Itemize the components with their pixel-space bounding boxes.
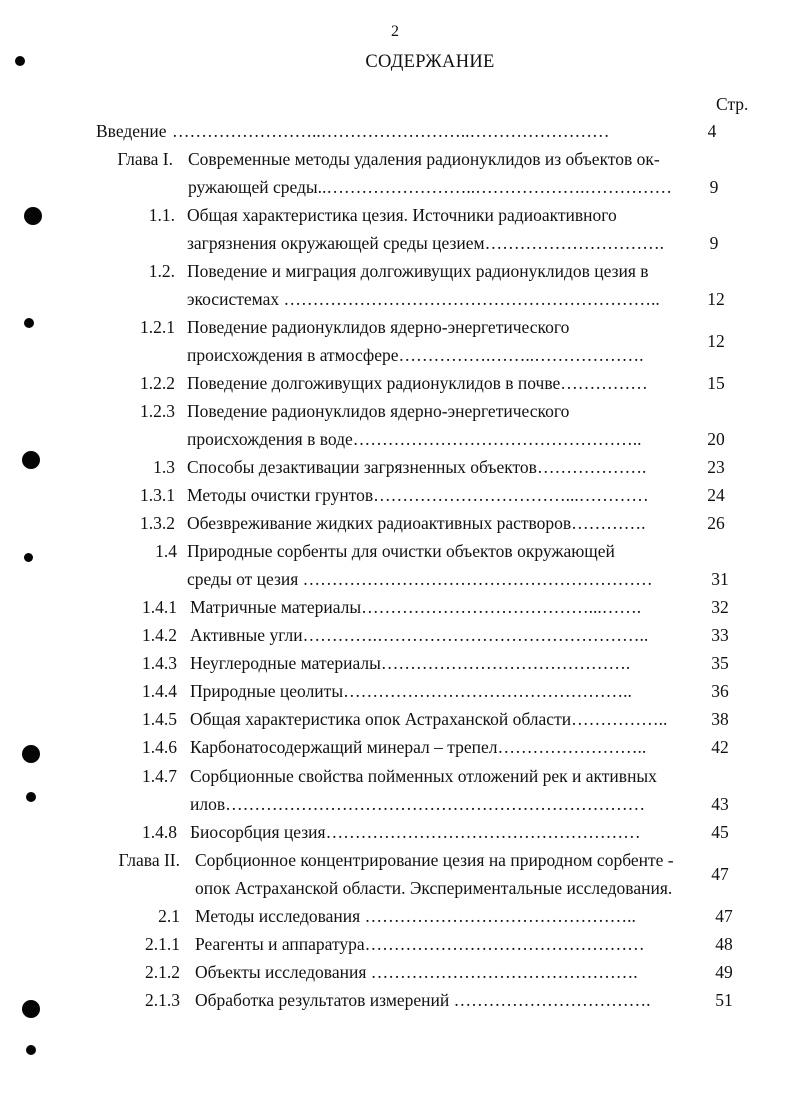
page-title: СОДЕРЖАНИЕ bbox=[365, 52, 495, 72]
toc-entry-number: 1.4.3 bbox=[142, 653, 177, 673]
binder-hole-icon bbox=[24, 207, 42, 225]
toc-entry-title: Поведение радионуклидов ядерно-энергетического bbox=[187, 317, 570, 337]
toc-entry-title: Матричные материалы…………………………………...……. bbox=[190, 597, 642, 617]
toc-entry-number: 1.4.5 bbox=[142, 709, 177, 729]
toc-entry-page: 42 bbox=[711, 737, 729, 757]
toc-entry-title: Природные цеолиты………………………………………….. bbox=[190, 681, 632, 701]
toc-entry-title: происхождения в атмосфере…………….……..………………. bbox=[187, 345, 644, 365]
toc-entry-title: Обработка результатов измерений ……………………………. bbox=[195, 990, 651, 1010]
toc-entry-page: 43 bbox=[711, 794, 729, 814]
toc-entry-title: Методы исследования ……………………………………….. bbox=[195, 906, 636, 926]
binder-hole-icon bbox=[24, 318, 34, 328]
toc-entry-title: Поведение и миграция долгоживущих радионуклидов цезия в bbox=[187, 261, 649, 281]
toc-entry-title: происхождения в воде………………………………………….. bbox=[187, 429, 642, 449]
toc-entry-page: 35 bbox=[711, 653, 729, 673]
toc-entry-title: Поведение долгоживущих радионуклидов в почве…………… bbox=[187, 373, 648, 393]
toc-entry-title: Неуглеродные материалы……………………………………. bbox=[190, 653, 631, 673]
toc-entry-page: 45 bbox=[711, 822, 729, 842]
toc-entry-title: Активные угли………….……………………………………….. bbox=[190, 625, 649, 645]
toc-entry-number: 1.1. bbox=[148, 205, 175, 225]
binder-hole-icon bbox=[26, 792, 36, 802]
toc-entry-page: 23 bbox=[707, 457, 725, 477]
toc-entry-number: 1.4.6 bbox=[142, 737, 177, 757]
toc-entry-number: 1.4.4 bbox=[142, 681, 177, 701]
toc-entry-title: Способы дезактивации загрязненных объектов………………. bbox=[187, 457, 647, 477]
toc-entry-page: 31 bbox=[711, 569, 729, 589]
binder-hole-icon bbox=[15, 56, 25, 66]
binder-hole-icon bbox=[24, 553, 33, 562]
toc-entry-page: 32 bbox=[711, 597, 729, 617]
toc-entry-number: 2.1.1 bbox=[145, 934, 180, 954]
toc-entry-title: ……………………..……………………..…………………… bbox=[172, 121, 610, 141]
toc-entry-title: среды от цезия …………………………………………………… bbox=[187, 569, 653, 589]
toc-entry-title: Сорбционное концентрирование цезия на природном сорбенте - bbox=[195, 850, 674, 870]
toc-entry-number: Глава I. bbox=[117, 149, 173, 169]
toc-entry-number: 1.3.2 bbox=[140, 513, 175, 533]
toc-entry-number: 1.4.2 bbox=[142, 625, 177, 645]
toc-entry-page: 33 bbox=[711, 625, 729, 645]
page-column-label: Стр. bbox=[716, 94, 749, 114]
toc-entry-number: 1.2.2 bbox=[140, 373, 175, 393]
toc-entry-page: 15 bbox=[707, 373, 725, 393]
toc-entry-page: 47 bbox=[715, 906, 733, 926]
toc-entry-title: Биосорбция цезия……………………………………………… bbox=[190, 822, 641, 842]
toc-entry-title: Реагенты и аппаратура………………………………………… bbox=[195, 934, 645, 954]
toc-entry-number: 1.3 bbox=[153, 457, 175, 477]
toc-entry-title: Объекты исследования ………………………………………. bbox=[195, 962, 638, 982]
toc-entry-number: 1.3.1 bbox=[140, 485, 175, 505]
toc-entry-page: 36 bbox=[711, 681, 729, 701]
toc-entry-title: загрязнения окружающей среды цезием…………………………. bbox=[187, 233, 664, 253]
toc-entry-title: илов……………………………………………………………… bbox=[190, 794, 646, 814]
toc-entry-number: 2.1.3 bbox=[145, 990, 180, 1010]
toc-entry-page: 48 bbox=[715, 934, 733, 954]
toc-entry-title: Общая характеристика опок Астраханской области…………….. bbox=[190, 709, 668, 729]
toc-entry-number: Глава II. bbox=[118, 850, 180, 870]
toc-entry-number: 2.1 bbox=[158, 906, 180, 926]
toc-entry-page: 51 bbox=[715, 990, 733, 1010]
toc-entry-title: Сорбционные свойства пойменных отложений рек и активных bbox=[190, 766, 657, 786]
toc-entry-page: 26 bbox=[707, 513, 725, 533]
binder-hole-icon bbox=[26, 1045, 36, 1055]
toc-entry-page: 24 bbox=[707, 485, 725, 505]
toc-entry-title: Природные сорбенты для очистки объектов окружающей bbox=[187, 541, 615, 561]
toc-entry-page: 49 bbox=[715, 962, 733, 982]
binder-hole-icon bbox=[22, 1000, 40, 1018]
toc-entry-title: Современные методы удаления радионуклидов из объектов ок- bbox=[188, 149, 660, 169]
toc-entry-page: 9 bbox=[709, 177, 719, 197]
toc-entry-number: 1.4.8 bbox=[142, 822, 177, 842]
toc-entry-title: экосистемах ……………………………………………………….. bbox=[187, 289, 660, 309]
toc-entry-title: Поведение радионуклидов ядерно-энергетического bbox=[187, 401, 570, 421]
toc-entry-page: 12 bbox=[707, 331, 725, 351]
toc-entry-page: 20 bbox=[707, 429, 725, 449]
toc-entry-number: 1.2.1 bbox=[140, 317, 175, 337]
toc-entry-title: Карбонатосодержащий минерал – трепел…………………….. bbox=[190, 737, 647, 757]
toc-entry-title: Общая характеристика цезия. Источники радиоактивного bbox=[187, 205, 617, 225]
toc-entry-page: 38 bbox=[711, 709, 729, 729]
toc-entry-title: Методы очистки грунтов……………………………...………… bbox=[187, 485, 649, 505]
toc-entry-number: 1.4 bbox=[155, 541, 177, 561]
toc-entry-title: Обезвреживание жидких радиоактивных растворов…………. bbox=[187, 513, 646, 533]
toc-entry-title: ружающей среды..……………………..……………….…………… bbox=[188, 177, 673, 197]
binder-hole-icon bbox=[22, 745, 40, 763]
toc-entry-number: 1.2. bbox=[148, 261, 175, 281]
toc-entry-number: 1.2.3 bbox=[140, 401, 175, 421]
page-number: 2 bbox=[391, 23, 399, 40]
toc-entry-page: 4 bbox=[707, 121, 717, 141]
toc-entry-number: 2.1.2 bbox=[145, 962, 180, 982]
toc-entry-number: 1.4.7 bbox=[142, 766, 177, 786]
toc-entry-number: Введение bbox=[96, 121, 167, 141]
toc-entry-number: 1.4.1 bbox=[142, 597, 177, 617]
toc-entry-page: 12 bbox=[707, 289, 725, 309]
toc-entry-title: опок Астраханской области. Экспериментальные исследования. bbox=[195, 878, 673, 898]
toc-entry-page: 47 bbox=[711, 864, 729, 884]
binder-hole-icon bbox=[22, 451, 40, 469]
toc-entry-page: 9 bbox=[709, 233, 719, 253]
